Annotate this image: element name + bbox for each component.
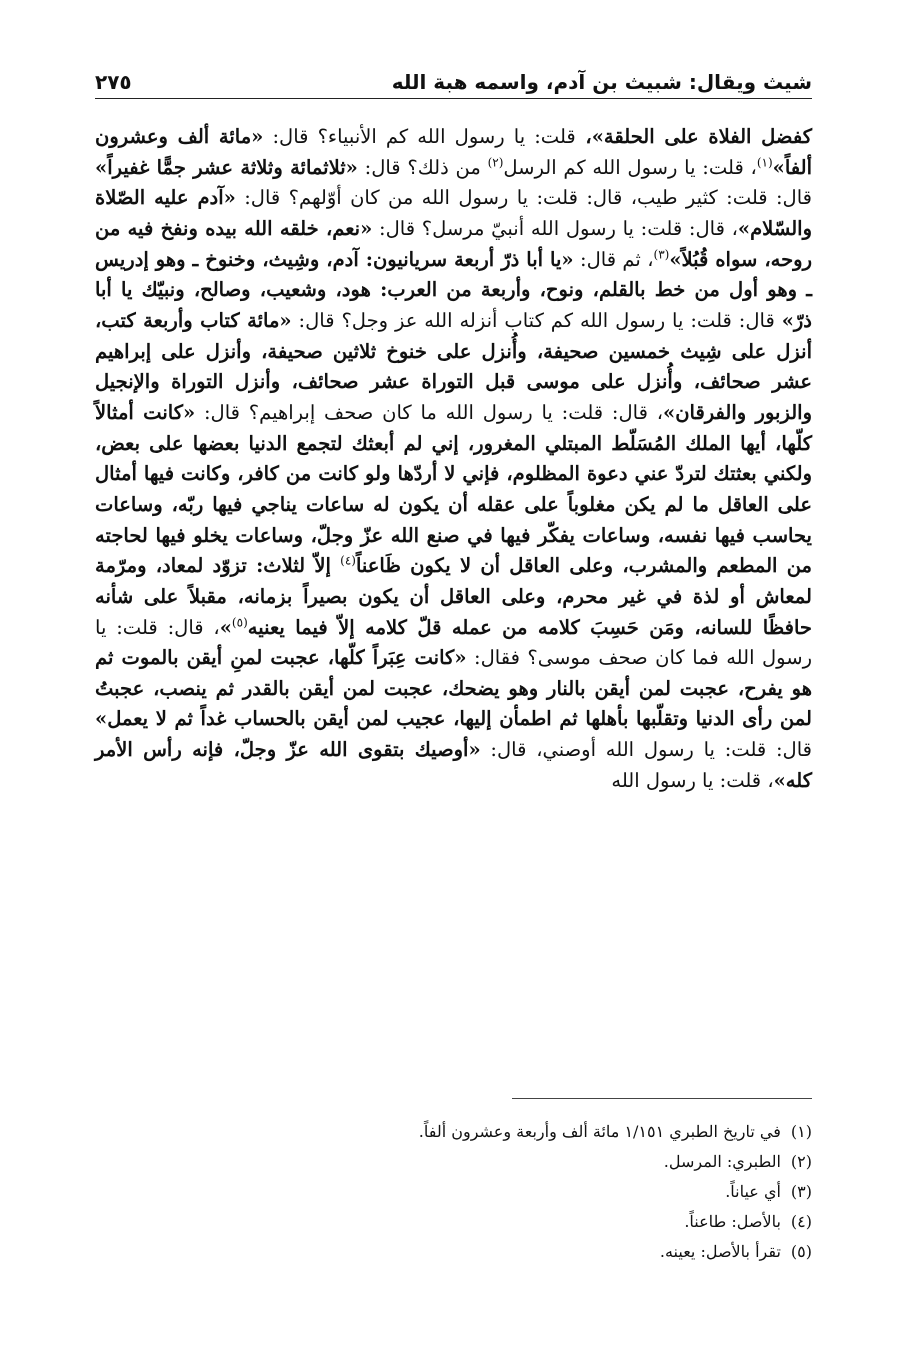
narration-text: ، قال: قلت: يا رسول الله ما كان صحف إبراهيم؟ قال:	[195, 400, 663, 424]
page-number: ٢٧٥	[95, 70, 132, 94]
footnote-number: (٣)	[790, 1182, 812, 1201]
narration-text: قلت: يا رسول الله كم الأنبياء؟ قال:	[263, 125, 576, 148]
page-header	[95, 60, 812, 94]
footnotes	[95, 1117, 812, 1267]
footnote-text: في تاريخ الطبري ١/١٥١ مائة ألف وأربعة وعشرون ألفاً.	[418, 1122, 781, 1141]
footnote-reference: (٣)	[653, 247, 670, 262]
narration-text: قال: قلت: كثير طيب، قال: قلت: يا رسول الله من كان أوّلهم؟ قال:	[235, 186, 812, 210]
narration-text: ، قال: قلت: يا رسول الله أنبيّ مرسل؟ قال:	[372, 216, 738, 240]
footnote-text: بالأصل: طاعناً.	[684, 1212, 781, 1231]
quoted-hadith-text: «أوصيك بتقوى الله عزّ وجلّ، فإنه رأس الأمر كله»	[95, 738, 812, 792]
footnote-number: (١)	[790, 1122, 812, 1141]
footnote-item	[95, 1237, 812, 1267]
quoted-hadith-text: «نعم، خلقه الله بيده ونفخ فيه من روحه، سواه قُبُلاً»	[95, 216, 813, 271]
main-text	[95, 122, 812, 796]
narration-text: ، قلت: يا رسول الله	[611, 768, 774, 792]
quoted-hadith-text: «كانت عِبَراً كلّها، عجبت لمنِ أيقن بالموت ثم هو يفرح، عجبت لمن أيقن بالنار وهو يضحك، عجبت لمن أيقن بالقدر ثم ينصب، عجبتُ لمن رأى الدنيا وتقلّبها بأهلها ثم اطمأن إليها، عجيب لمن أيقن بالحساب غداً ثم لا يعمل»	[95, 646, 812, 731]
quoted-hadith-text: »	[219, 615, 232, 639]
narration-text: من ذلك؟ قال:	[357, 155, 488, 179]
footnote-item	[95, 1117, 812, 1147]
footnote-text: تقرأ بالأصل: يعينه.	[659, 1242, 781, 1261]
footnote-number: (٥)	[790, 1242, 812, 1261]
quoted-hadith-text: «كانت أمثالاً كلّها، أيها الملك المُسَلّط المبتلي المغرور، إني لم أبعثك لتجمع الدنيا بعضها على بعض، ولكني بعثتك لتردّ عني دعوة المظلوم، فإني لا أردّها ولو كانت من كافر، وكانت فيها أمثال على العاقل ما لم يكن مغلوباً على عقله أن يكون له ساعات يناجي فيها ربّه، وساعات يحاسب فيها نفسه، وساعات يفكّر فيها في صنع الله عزّ وجلّ، وساعات يخلو فيها لحاجته من المطعم والمشرب، وعلى العاقل أن لا يكون ظَاعناً	[95, 400, 812, 578]
narration-text: ، قال: قلت: يا رسول الله فما كان صحف موسى؟ فقال:	[95, 615, 812, 670]
footnote-number: (٢)	[790, 1152, 812, 1171]
footnote-separator	[512, 1098, 812, 1099]
quoted-hadith-text: كفضل الفلاة على الحلقة»،	[575, 125, 812, 148]
footnote-reference: (٢)	[487, 155, 504, 170]
narration-text: ، قلت: يا رسول الله كم الرسل	[503, 155, 757, 179]
quoted-hadith-text: «مائة ألف وعشرون ألفاً»	[95, 125, 812, 179]
narration-text: قال: قلت: يا رسول الله كم كتاب أنزله الله عز وجل؟ قال:	[291, 308, 782, 332]
footnote-number: (٤)	[790, 1212, 812, 1231]
footnote-item	[95, 1177, 812, 1207]
running-title: شيث ويقال: شبيث بن آدم، واسمه هبة الله	[391, 70, 812, 94]
quoted-hadith-text: «ثلاثمائة وثلاثة عشر جمًّا غفيراً»	[95, 155, 358, 179]
footnote-text: الطبري: المرسل.	[663, 1152, 781, 1171]
header-rule	[95, 98, 812, 99]
footnote-reference: (٥)	[231, 615, 248, 629]
narration-text: قال: قلت: يا رسول الله أوصني، قال:	[480, 738, 812, 762]
narration-text: ، ثم قال:	[573, 247, 654, 271]
footnote-text: أي عياناً.	[725, 1182, 781, 1201]
footnote-reference: (١)	[756, 155, 773, 170]
quoted-hadith-text: «آدم عليه الصّلاة والسّلام»	[95, 186, 812, 240]
footnote-item	[95, 1207, 812, 1237]
quoted-hadith-text: «يا أبا ذرّ أربعة سريانيون: آدم، وشِيث، وخنوخ ـ وهو إدريس ـ وهو أول من خط بالقلم، ونوح، وأربعة من العرب: هود، وشعيب، وصالح، ونبيّك يا أبا ذرّ»	[95, 247, 812, 332]
quoted-hadith-text: «مائة كتاب وأربعة كتب، أنزل على شِيث خمسين صحيفة، وأُنزل على خنوخ ثلاثين صحيفة، وأنزل على إبراهيم عشر صحائف، وأُنزل على موسى قبل التوراة عشر صحائف، وأنزل التوراة والإنجيل والزبور والفرقان»	[95, 308, 812, 424]
footnote-reference: (٤)	[340, 553, 356, 568]
quoted-hadith-text: إلاّ لثلاث: تزوّد لمعاد، ومرّمة لمعاش أو لذة في غير محرم، وعلى العاقل أن يكون بصيراً بزمانه، مقبلاً على شأنه حافظًا للسانه، ومَن حَسِبَ كلامه من عمله قلّ كلامه إلاّ فيما يعنيه	[95, 554, 812, 639]
footnote-item	[95, 1147, 812, 1177]
